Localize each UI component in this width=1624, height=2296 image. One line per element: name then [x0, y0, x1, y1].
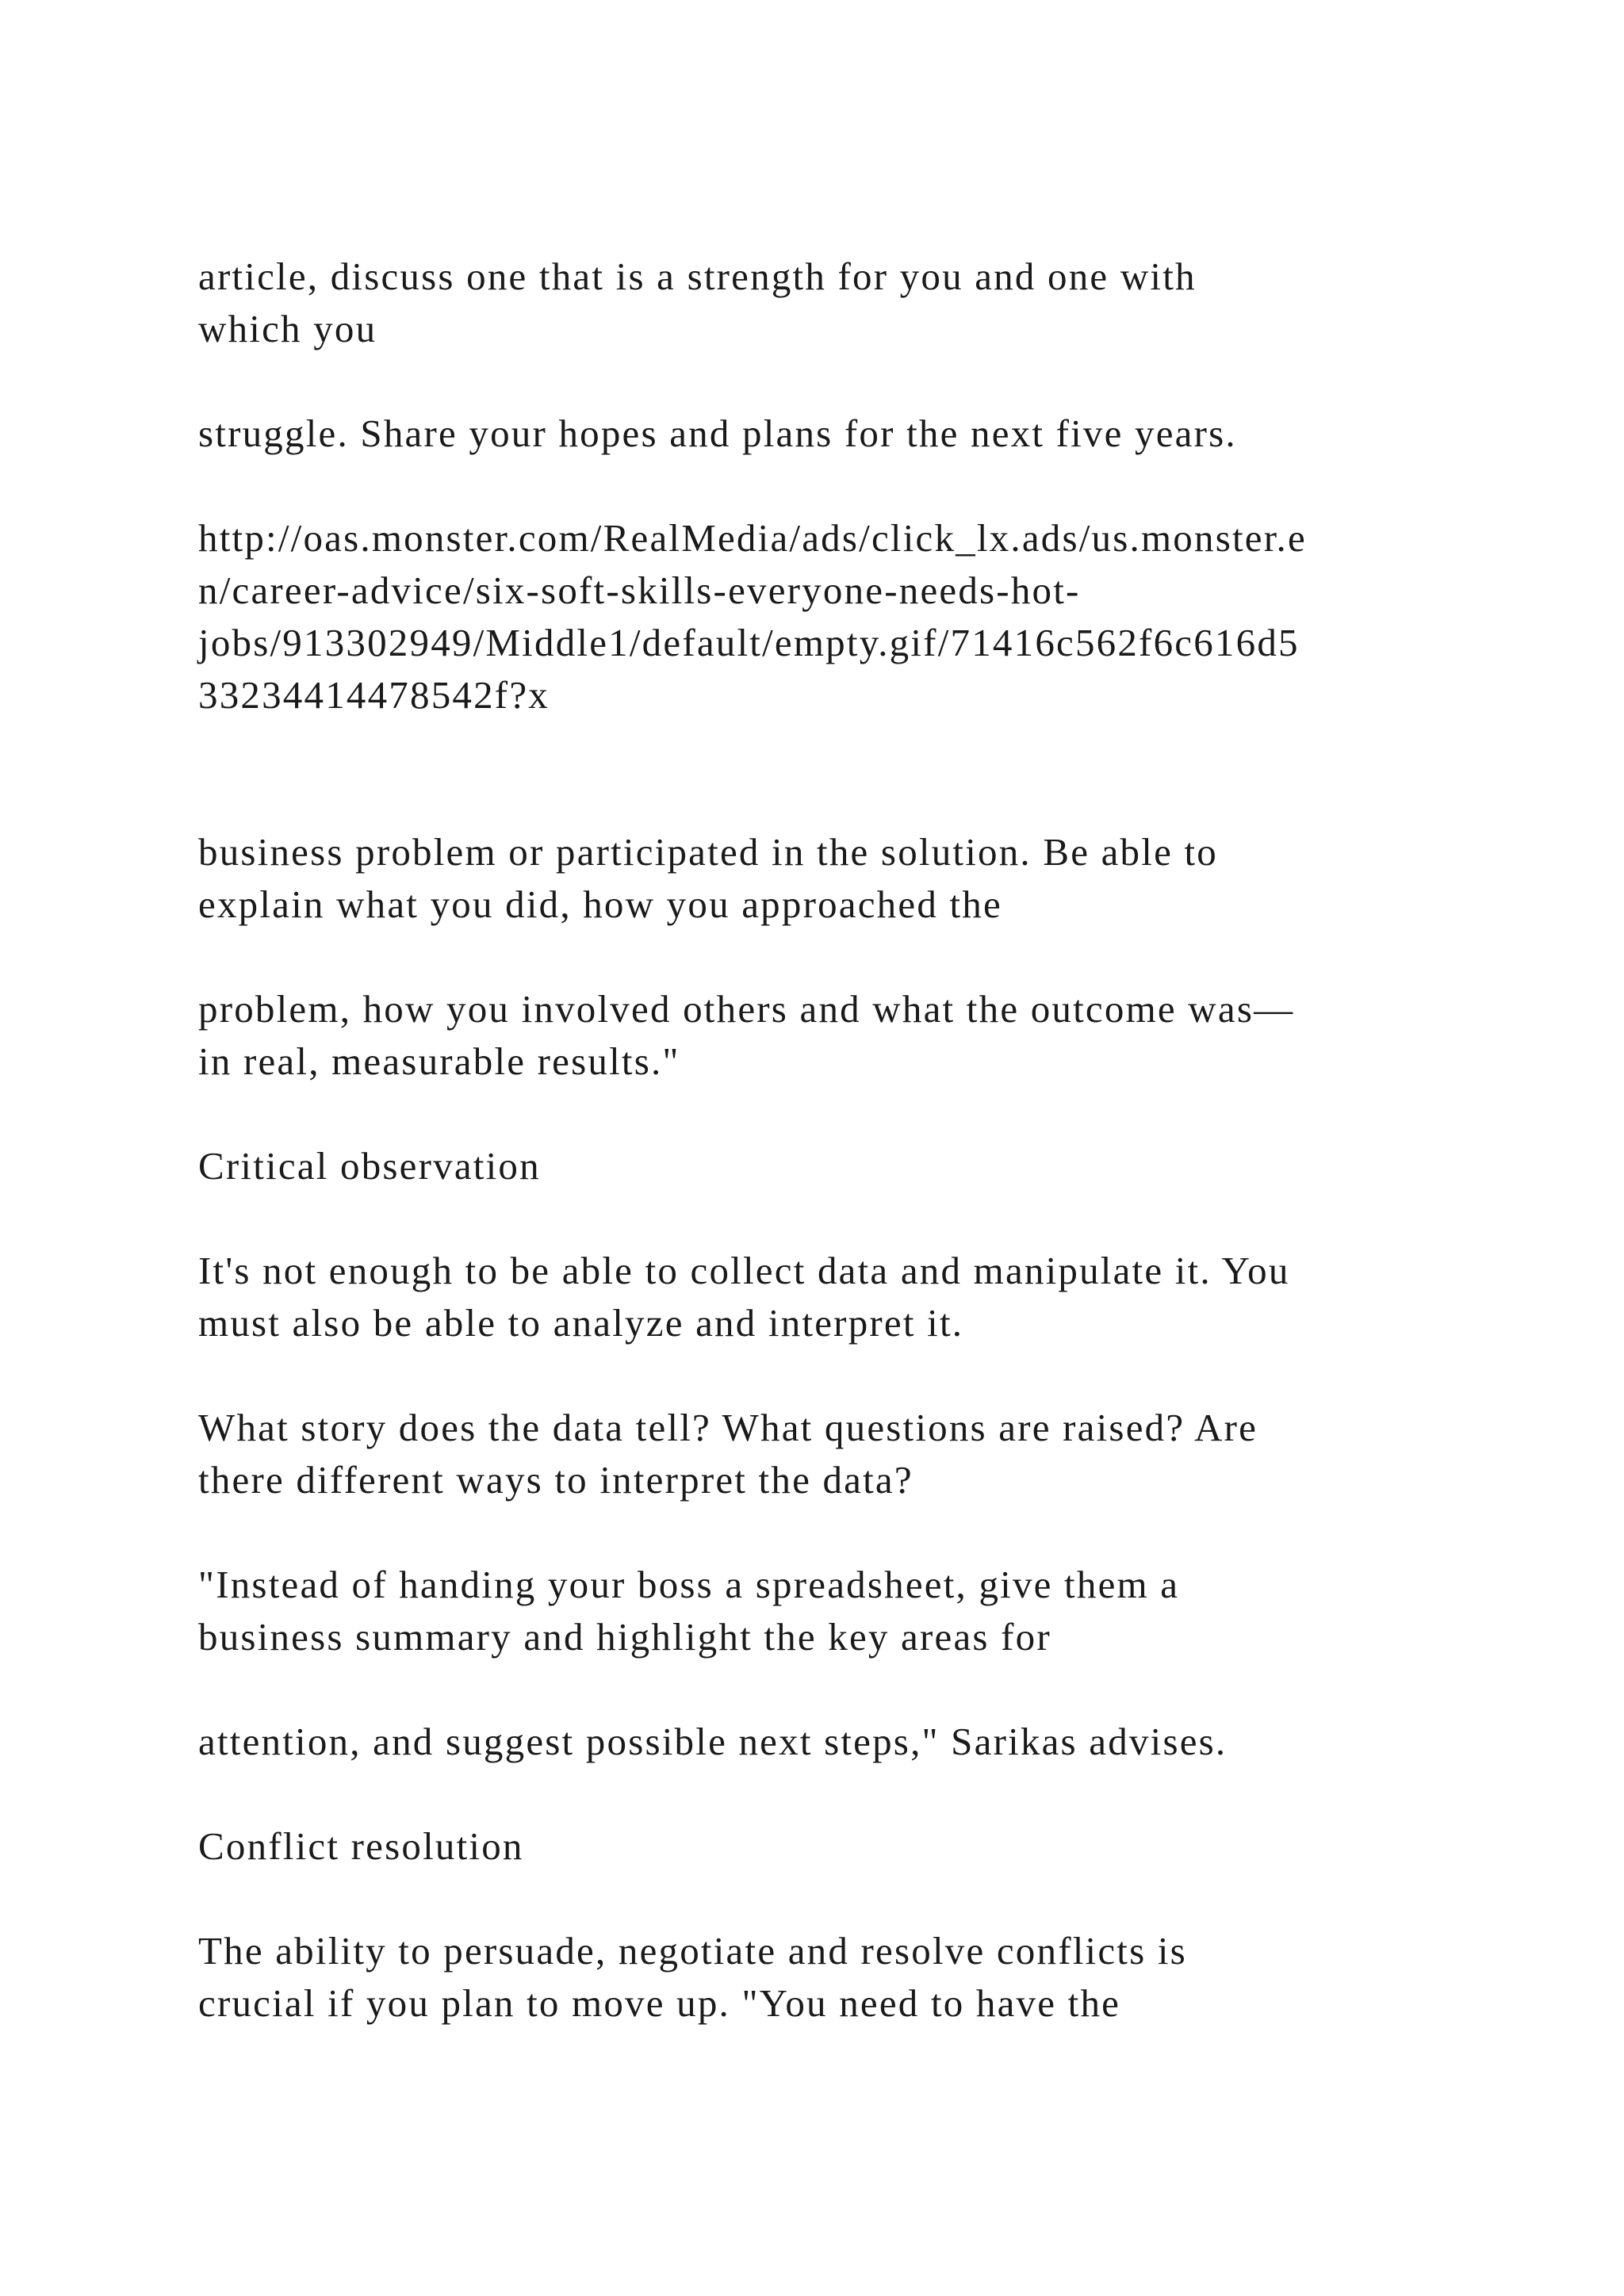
- text-line: jobs/913302949/Middle1/default/empty.gif/71416c562f6c616d5: [198, 621, 1300, 664]
- text-line: Critical observation: [198, 1144, 541, 1188]
- paragraph-assignment-prompt: [198, 408, 1435, 460]
- text-line: attention, and suggest possible next steps," Sarikas advises.: [198, 1720, 1228, 1763]
- text-line: What story does the data tell? What questions are raised? Are: [198, 1406, 1258, 1449]
- text-line: struggle. Share your hopes and plans for the next five years.: [198, 411, 1237, 455]
- paragraph-business-summary: [198, 1559, 1435, 1663]
- text-line: The ability to persuade, negotiate and resolve conflicts is: [198, 1929, 1187, 1973]
- paragraph-business-problem: [198, 826, 1435, 931]
- text-line: business problem or participated in the solution. Be able to: [198, 830, 1218, 874]
- text-line: "Instead of handing your boss a spreadsheet, give them a: [198, 1563, 1180, 1606]
- text-line: must also be able to analyze and interpret it.: [198, 1301, 964, 1345]
- paragraph-analyze-data: [198, 1245, 1435, 1349]
- text-line: It's not enough to be able to collect data and manipulate it. You: [198, 1249, 1290, 1292]
- heading-conflict-resolution: [198, 1820, 1435, 1873]
- text-line: business summary and highlight the key areas for: [198, 1615, 1051, 1659]
- text-line: n/career-advice/six-soft-skills-everyone-needs-hot-: [198, 568, 1081, 612]
- text-line: Conflict resolution: [198, 1824, 524, 1868]
- paragraph-persuade-negotiate: [198, 1925, 1435, 2030]
- text-line: explain what you did, how you approached the: [198, 882, 1002, 926]
- text-line: in real, measurable results.": [198, 1039, 680, 1083]
- paragraph-next-steps: [198, 1716, 1435, 1768]
- text-line: http://oas.monster.com/RealMedia/ads/click_lx.ads/us.monster.e: [198, 516, 1307, 560]
- text-line: there different ways to interpret the data?: [198, 1458, 914, 1502]
- heading-critical-observation: [198, 1140, 1435, 1192]
- paragraph-problem-outcome: [198, 983, 1435, 1088]
- text-line: problem, how you involved others and what the outcome was—: [198, 987, 1295, 1031]
- text-line: which you: [198, 307, 377, 350]
- text-line: crucial if you plan to move up. "You need to have the: [198, 1981, 1121, 2025]
- paragraph-data-story: [198, 1402, 1435, 1506]
- text-line: article, discuss one that is a strength for you and one with: [198, 254, 1197, 298]
- paragraph-assignment-intro: [198, 251, 1435, 355]
- paragraph-source-url: [198, 512, 1435, 721]
- text-line: 33234414478542f?x: [198, 673, 550, 717]
